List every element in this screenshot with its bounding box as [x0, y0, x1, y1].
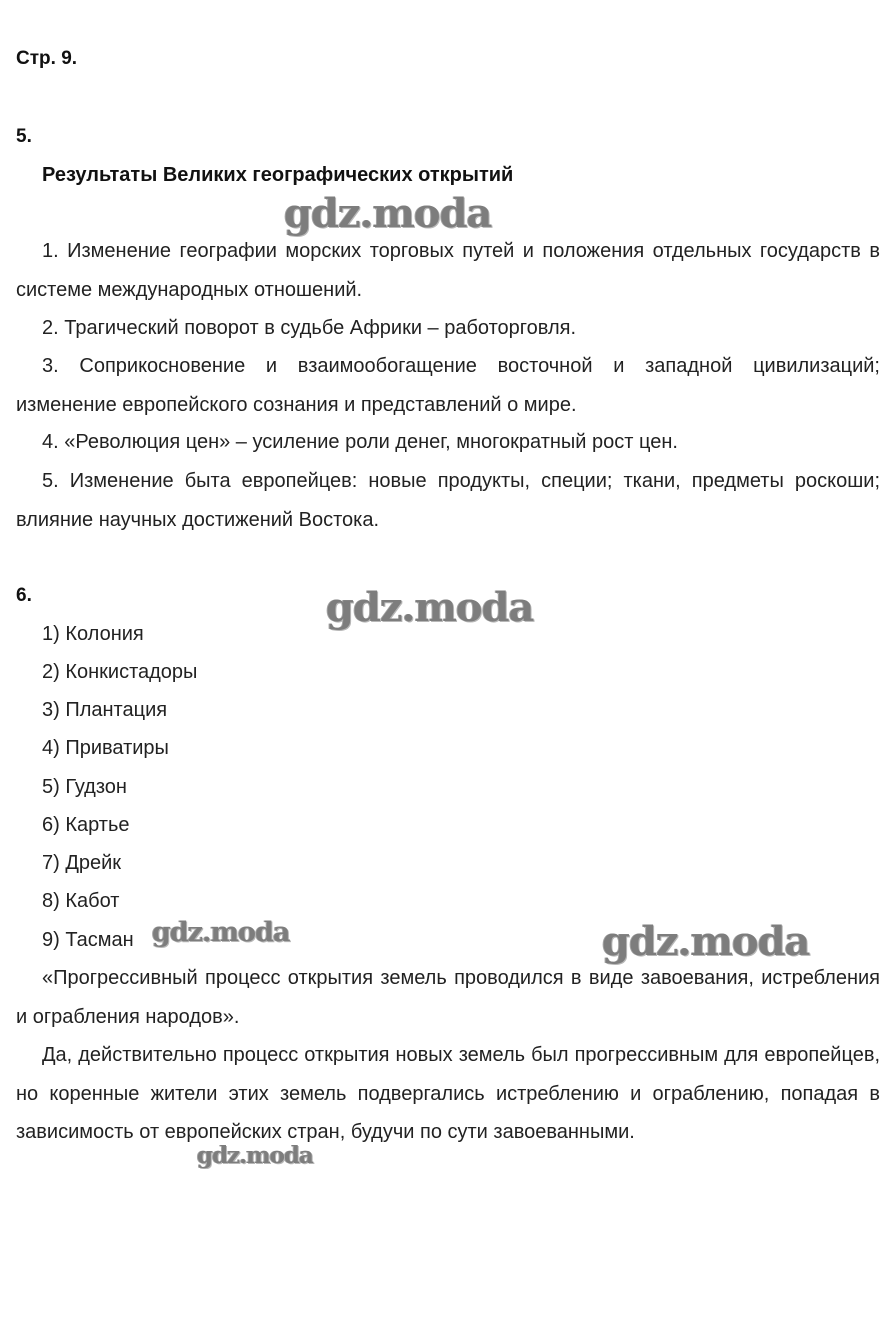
task-5-item-1: 1. Изменение географии морских торговых путей и положения отдельных государств в системе международных отношений. — [16, 240, 880, 301]
term-item: 5) Гудзон — [42, 776, 127, 798]
task-5-item-4: 4. «Революция цен» – усиление роли денег, многократный рост цен. — [42, 431, 678, 453]
term-item: 2) Конкистадоры — [42, 661, 198, 683]
term-item: 1) Колония — [42, 623, 144, 645]
term-item: 3) Плантация — [42, 699, 168, 721]
task-5-heading: Результаты Великих географических открытий — [42, 164, 514, 186]
task-6-quote: «Прогрессивный процесс открытия земель проводился в виде завоевания, истребления и ограбления народов». — [16, 967, 880, 1028]
watermark: gdz.moda — [326, 584, 534, 631]
term-item: 8) Кабот — [42, 890, 120, 912]
task-5-number: 5. — [16, 126, 32, 147]
watermark: gdz.moda — [602, 918, 810, 965]
task-6-answer: Да, действительно процесс открытия новых земель был прогрессивным для европейцев, но коренные жители этих земель подвергались истреблению и ограблению, попадая в зависимость от европейских стран, будучи по сути завоеванными. — [16, 1044, 880, 1143]
term-item: 9) Тасман — [42, 929, 134, 951]
term-item: 6) Картье — [42, 814, 130, 836]
term-item: 4) Приватиры — [42, 737, 169, 759]
task-5-item-3: 3. Соприкосновение и взаимообогащение восточной и западной цивилизаций; изменение европейского сознания и представлений о мире. — [16, 355, 880, 416]
watermark: gdz.moda — [197, 1142, 313, 1169]
term-item: 7) Дрейк — [42, 852, 122, 874]
task-5-item-5: 5. Изменение быта европейцев: новые продукты, специи; ткани, предметы роскоши; влияние научных достижений Востока. — [16, 470, 880, 531]
task-5-item-2: 2. Трагический поворот в судьбе Африки – работорговля. — [42, 317, 576, 339]
watermark: gdz.moda — [284, 190, 492, 237]
watermark: gdz.moda — [152, 917, 290, 948]
task-6-number: 6. — [16, 585, 32, 606]
page-reference: Стр. 9. — [16, 48, 78, 69]
